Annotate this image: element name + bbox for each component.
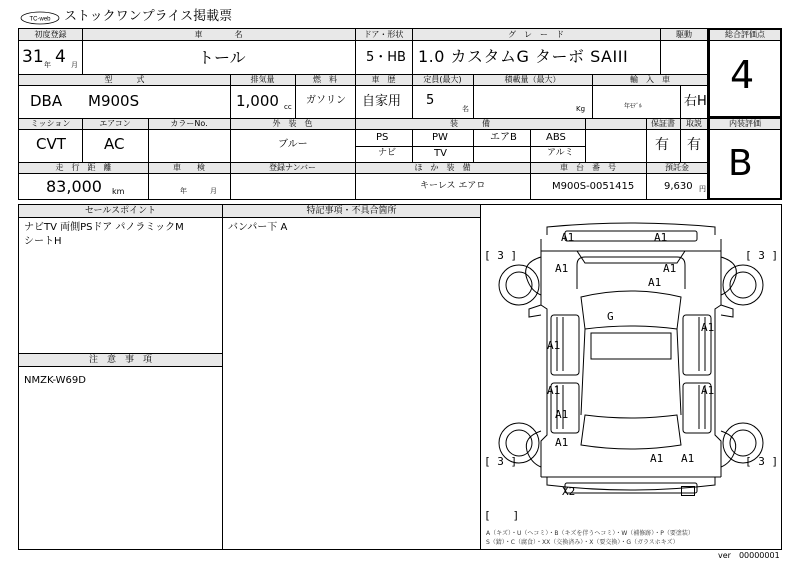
label-import: 輸 入 車 [630,75,670,84]
vehicle-history: 自家用 [362,94,402,109]
label-aircon: エアコン [99,119,131,128]
capacity: 5 [426,93,435,108]
label-mileage: 走 行 距 離 [55,163,112,172]
label-drive: 駆動 [676,30,692,39]
equip-navi: ナビ [378,148,397,158]
special-notes-text: バンパー下 A [228,222,288,233]
bracket-front-left: [ 3 ] [484,249,518,262]
manual: 有 [687,137,701,153]
label-deposit: 預託金 [665,163,689,172]
equip-ps: PS [376,132,389,143]
equip-tv: TV [434,148,447,159]
label-first-reg: 初度登録 [34,30,67,39]
mileage-unit: km [112,187,125,196]
label-door-shape: ドア・形状 [363,30,404,39]
label-color-no: カラーNo. [170,119,208,128]
exterior-color: ブルー [278,139,308,150]
chassis-number: M900S-0051415 [552,181,635,192]
label-car-name: 車 名 [194,30,243,39]
capacity-unit: 名 [462,105,469,113]
mark-back-door: X2 [562,485,576,498]
mark-rocker-left: A1 [555,408,569,421]
model-prefix: DBA [30,92,63,110]
door-shape: 5・HB [366,50,406,65]
page-title: ストックワンプライス掲載票 [64,9,233,24]
caution-text: NMZK-W69D [24,375,86,386]
mark-front-bumper-right: A1 [654,231,668,244]
equip-pw: PW [432,132,448,143]
svg-text:TC-web: TC-web [29,16,51,23]
bracket-bottom: [ ] [484,509,520,522]
label-model: 型 式 [104,75,145,84]
first-reg-month: 4 [55,47,66,67]
fuel: ガソリン [306,95,346,106]
equip-alumi: アルミ [547,148,574,158]
transmission: CVT [36,135,66,153]
mark-front-door-left: A1 [547,339,561,352]
label-overall-score: 総合評価点 [725,30,765,39]
label-grade: グ レ ー ド [508,30,564,39]
interior-score: B [728,143,753,184]
logo-icon [20,11,60,25]
mark-roof: G [607,310,614,323]
import-year-model: 年ﾓﾃﾞﾙ [624,103,643,110]
brand-logo [20,10,60,24]
mark-front-bumper-left: A1 [561,231,575,244]
label-exterior-color: 外 装 色 [272,119,313,128]
mark-rear-door-right: A1 [701,384,715,397]
other-equipment: キーレス エアロ [420,181,486,191]
deposit: 9,630 [664,181,693,192]
car-name: トール [198,48,246,67]
label-caution: 注 意 事 項 [88,355,152,365]
overall-score: 4 [730,53,755,97]
label-capacity: 定員(最大) [423,75,462,84]
label-fuel: 燃 料 [313,75,337,84]
label-inspection: 車 検 [173,163,205,172]
bracket-rear-left: [ 3 ] [484,455,518,468]
model-code: M900S [88,92,140,110]
mark-front-door-right: A1 [701,321,715,334]
mileage: 83,000 [46,177,102,196]
aircon: AC [104,135,125,153]
first-reg-year-unit: 年 [44,61,51,69]
mark-hood: A1 [648,276,662,289]
equip-abs: ABS [546,132,566,143]
mark-fender-right: A1 [663,262,677,275]
legend-line-2: S（錆）・C（腐食）・XX（交換済み）・X（要交換）・G（ガラスホキズ） [486,539,679,546]
label-displacement: 排気量 [250,75,275,84]
first-reg-month-unit: 月 [71,61,78,69]
inspection-year-unit: 年 [180,187,187,195]
legend-line-1: A（キズ）・U（ヘコミ）・B（キズを伴うヘコミ）・W（補修跡）・P（要塗装） [486,530,694,537]
label-interior-score: 内装評価 [729,119,761,128]
label-sales-points: セールスポイント [84,206,157,216]
label-chassis-number: 車 台 番 号 [560,163,616,172]
mark-rear-bumper-left: A1 [650,452,664,465]
mark-rear-door-left: A1 [547,384,561,397]
grade: 1.0 カスタムG ターボ SAIII [418,47,629,66]
load-unit: Kg [576,105,586,113]
mark-fender-left: A1 [555,262,569,275]
bracket-front-right: [ 3 ] [745,249,779,262]
label-mission: ミッション [30,119,71,128]
steering: 右H [684,94,707,109]
label-manual: 取説 [686,119,702,128]
bracket-rear-right: [ 3 ] [745,455,779,468]
equip-airbag: エアB [490,132,517,143]
label-other-equipment: ほ か 装 備 [414,163,471,172]
displacement-unit: cc [284,103,292,111]
label-reg-number: 登録ナンバー [268,163,317,172]
warranty: 有 [655,137,669,153]
label-load: 積載量（最大） [504,75,561,84]
label-vehicle-type: 車 歴 [371,75,396,84]
label-special-notes: 特記事項・不具合箇所 [306,206,397,216]
mark-rear-bumper-right: A1 [681,452,695,465]
mark-rear-fender-left: A1 [555,436,569,449]
inspection-month-unit: 月 [210,187,217,195]
label-equipment: 装 備 [450,119,490,128]
version-label: ver 00000001 [718,551,780,560]
displacement: 1,000 [236,92,279,110]
deposit-unit: 円 [699,185,706,193]
sales-points-line-2: シートH [24,236,62,247]
sales-points-line-1: ナビTV 両側PSドア パノラミックM [24,222,184,233]
car-damage-diagram [481,205,781,530]
label-warranty: 保証書 [651,119,675,128]
first-reg-year: 31 [22,47,44,67]
